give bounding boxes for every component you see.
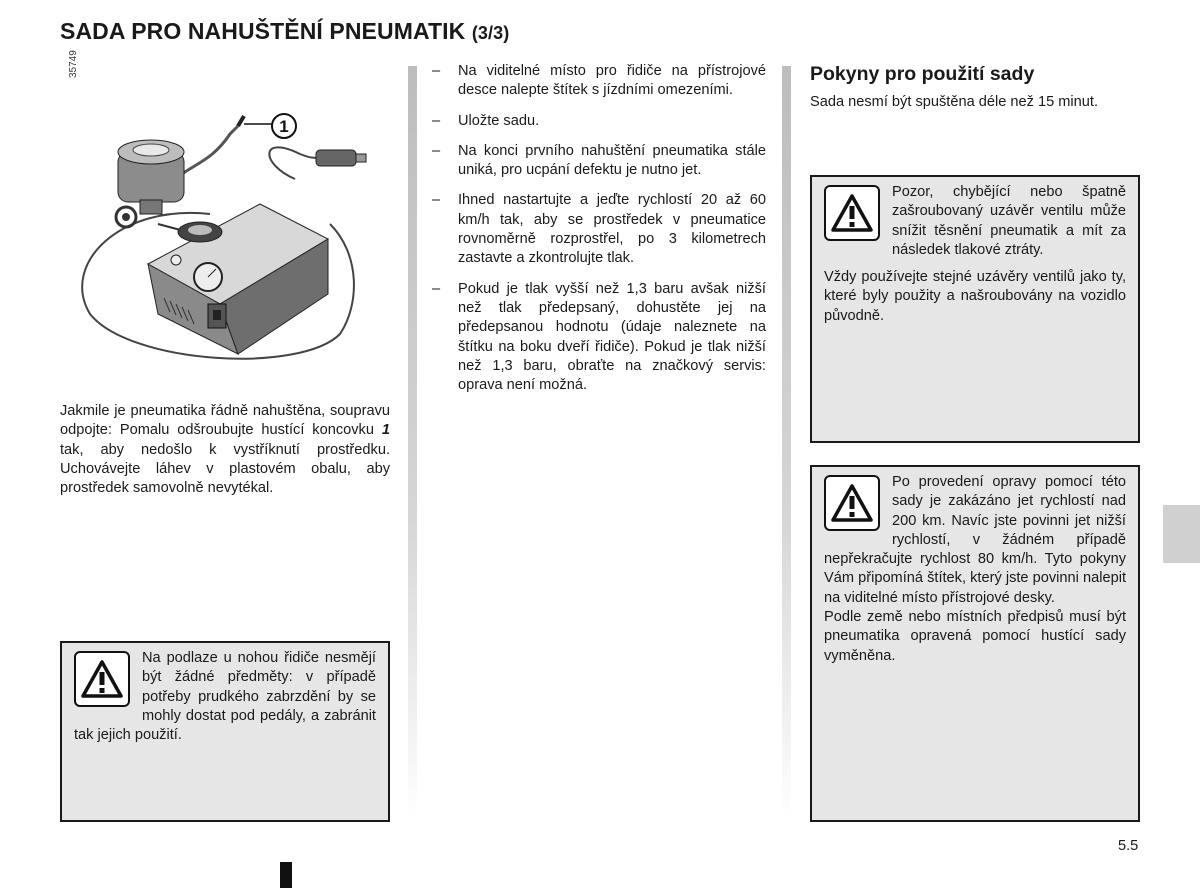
warning-text: Po provedení opravy pomocí této sady je zakázáno jet rychlostí nad 200 km. Navíc jste povinni jet nižší rychlostí, v žádném případě nepřekračujte rychlost 80 km/h. Tyto pokyny Vám připomíná štítek, který jste povinni nalepit na viditelné místo přístrojové desky. (824, 474, 1126, 606)
list-item-text: Pokud je tlak vyšší než 1,3 baru avšak nižší než tlak předepsaný, dohustěte jej na předepsanou hodnotu (údaje naleznete na štítku na boku dveří řidiče). Pokud je tlak nižší než 1,3 baru, obraťte na značkový servis: oprava není možná. (458, 280, 766, 394)
section-heading: Pokyny pro použití sady (810, 63, 1035, 85)
instruction-paragraph (60, 402, 390, 498)
warning-text: Pozor, chybějící nebo špatně zašroubovaný uzávěr ventilu může snížit těsnění pneumatik a mít za následek tlakové ztráty. (892, 184, 1126, 258)
list-item-text: Uložte sadu. (458, 112, 540, 129)
compressor-drawing (60, 64, 390, 374)
warning-text: Podle země nebo místních předpisů musí být pneumatika opravená pomocí hustící sady vyměněna. (824, 609, 1126, 664)
warning-box-valve-caps (810, 175, 1140, 443)
list-item-text: Ihned nastartujte a jeďte rychlostí 20 až 60 km/h tak, aby se prostředek v pneumatice rovnoměrně rozprostřel, po 3 kilometrech zastavte a zkontrolujte tlak. (458, 192, 766, 267)
page-title-text: SADA PRO NAHUŠTĚNÍ PNEUMATIK (60, 18, 466, 44)
paragraph-ref-number: 1 (381, 422, 390, 439)
chapter-tab (1163, 505, 1200, 563)
list-item-text: Na konci prvního nahuštění pneumatika stále uniká, pro ucpání defektu je nutno jet. (458, 142, 766, 179)
figure-code: 35749 (68, 50, 79, 78)
paragraph-text-2: tak, aby nedošlo k vystříknutí prostředku. Uchovávejte láhev v plastovém obalu, aby prostředek samovolně nevytékal. (60, 441, 390, 497)
warning-text: Na podlaze u nohou řidiče nesmějí být žádné předměty: v případě potřeby prudkého zabrzdění by se mohly dostat pod pedály, a zabránit tak jejich použití. (74, 650, 376, 744)
list-dash: – (432, 142, 441, 159)
list-item (432, 280, 766, 396)
warning-box-pedals (60, 641, 390, 822)
list-item (432, 142, 766, 181)
column-divider-right (782, 66, 791, 821)
paragraph-text-1: Jakmile je pneumatika řádně nahuštěna, soupravu odpojte: Pomalu odšroubujte hustící koncovku (60, 403, 390, 439)
list-dash: – (432, 192, 441, 209)
page-title (60, 18, 509, 45)
warning-triangle-icon (824, 185, 880, 241)
list-item-text: Na viditelné místo pro řidiče na přístrojové desce nalepte štítek s jízdními omezeními. (458, 63, 766, 99)
list-dash: – (432, 63, 441, 79)
warning-triangle-icon (74, 651, 130, 707)
list-item (432, 191, 766, 268)
callout-label: 1 (279, 117, 289, 136)
page-number: 5.5 (1118, 838, 1139, 854)
step-list (432, 62, 766, 406)
list-item (432, 62, 766, 101)
warning-triangle-icon (824, 475, 880, 531)
list-dash: – (432, 280, 441, 297)
column-divider-left (408, 66, 417, 821)
list-dash: – (432, 112, 441, 129)
warning-box-speed-limit (810, 465, 1140, 822)
list-item (432, 112, 766, 131)
warning-text: Vždy používejte stejné uzávěry ventilů jako ty, které byly použity a našroubovány na vozidlo původně. (824, 269, 1126, 324)
print-mark (280, 862, 292, 888)
page-title-part: (3/3) (471, 23, 510, 43)
compressor-illustration (60, 64, 390, 374)
section-intro: Sada nesmí být spuštěna déle než 15 minut. (810, 94, 1098, 110)
